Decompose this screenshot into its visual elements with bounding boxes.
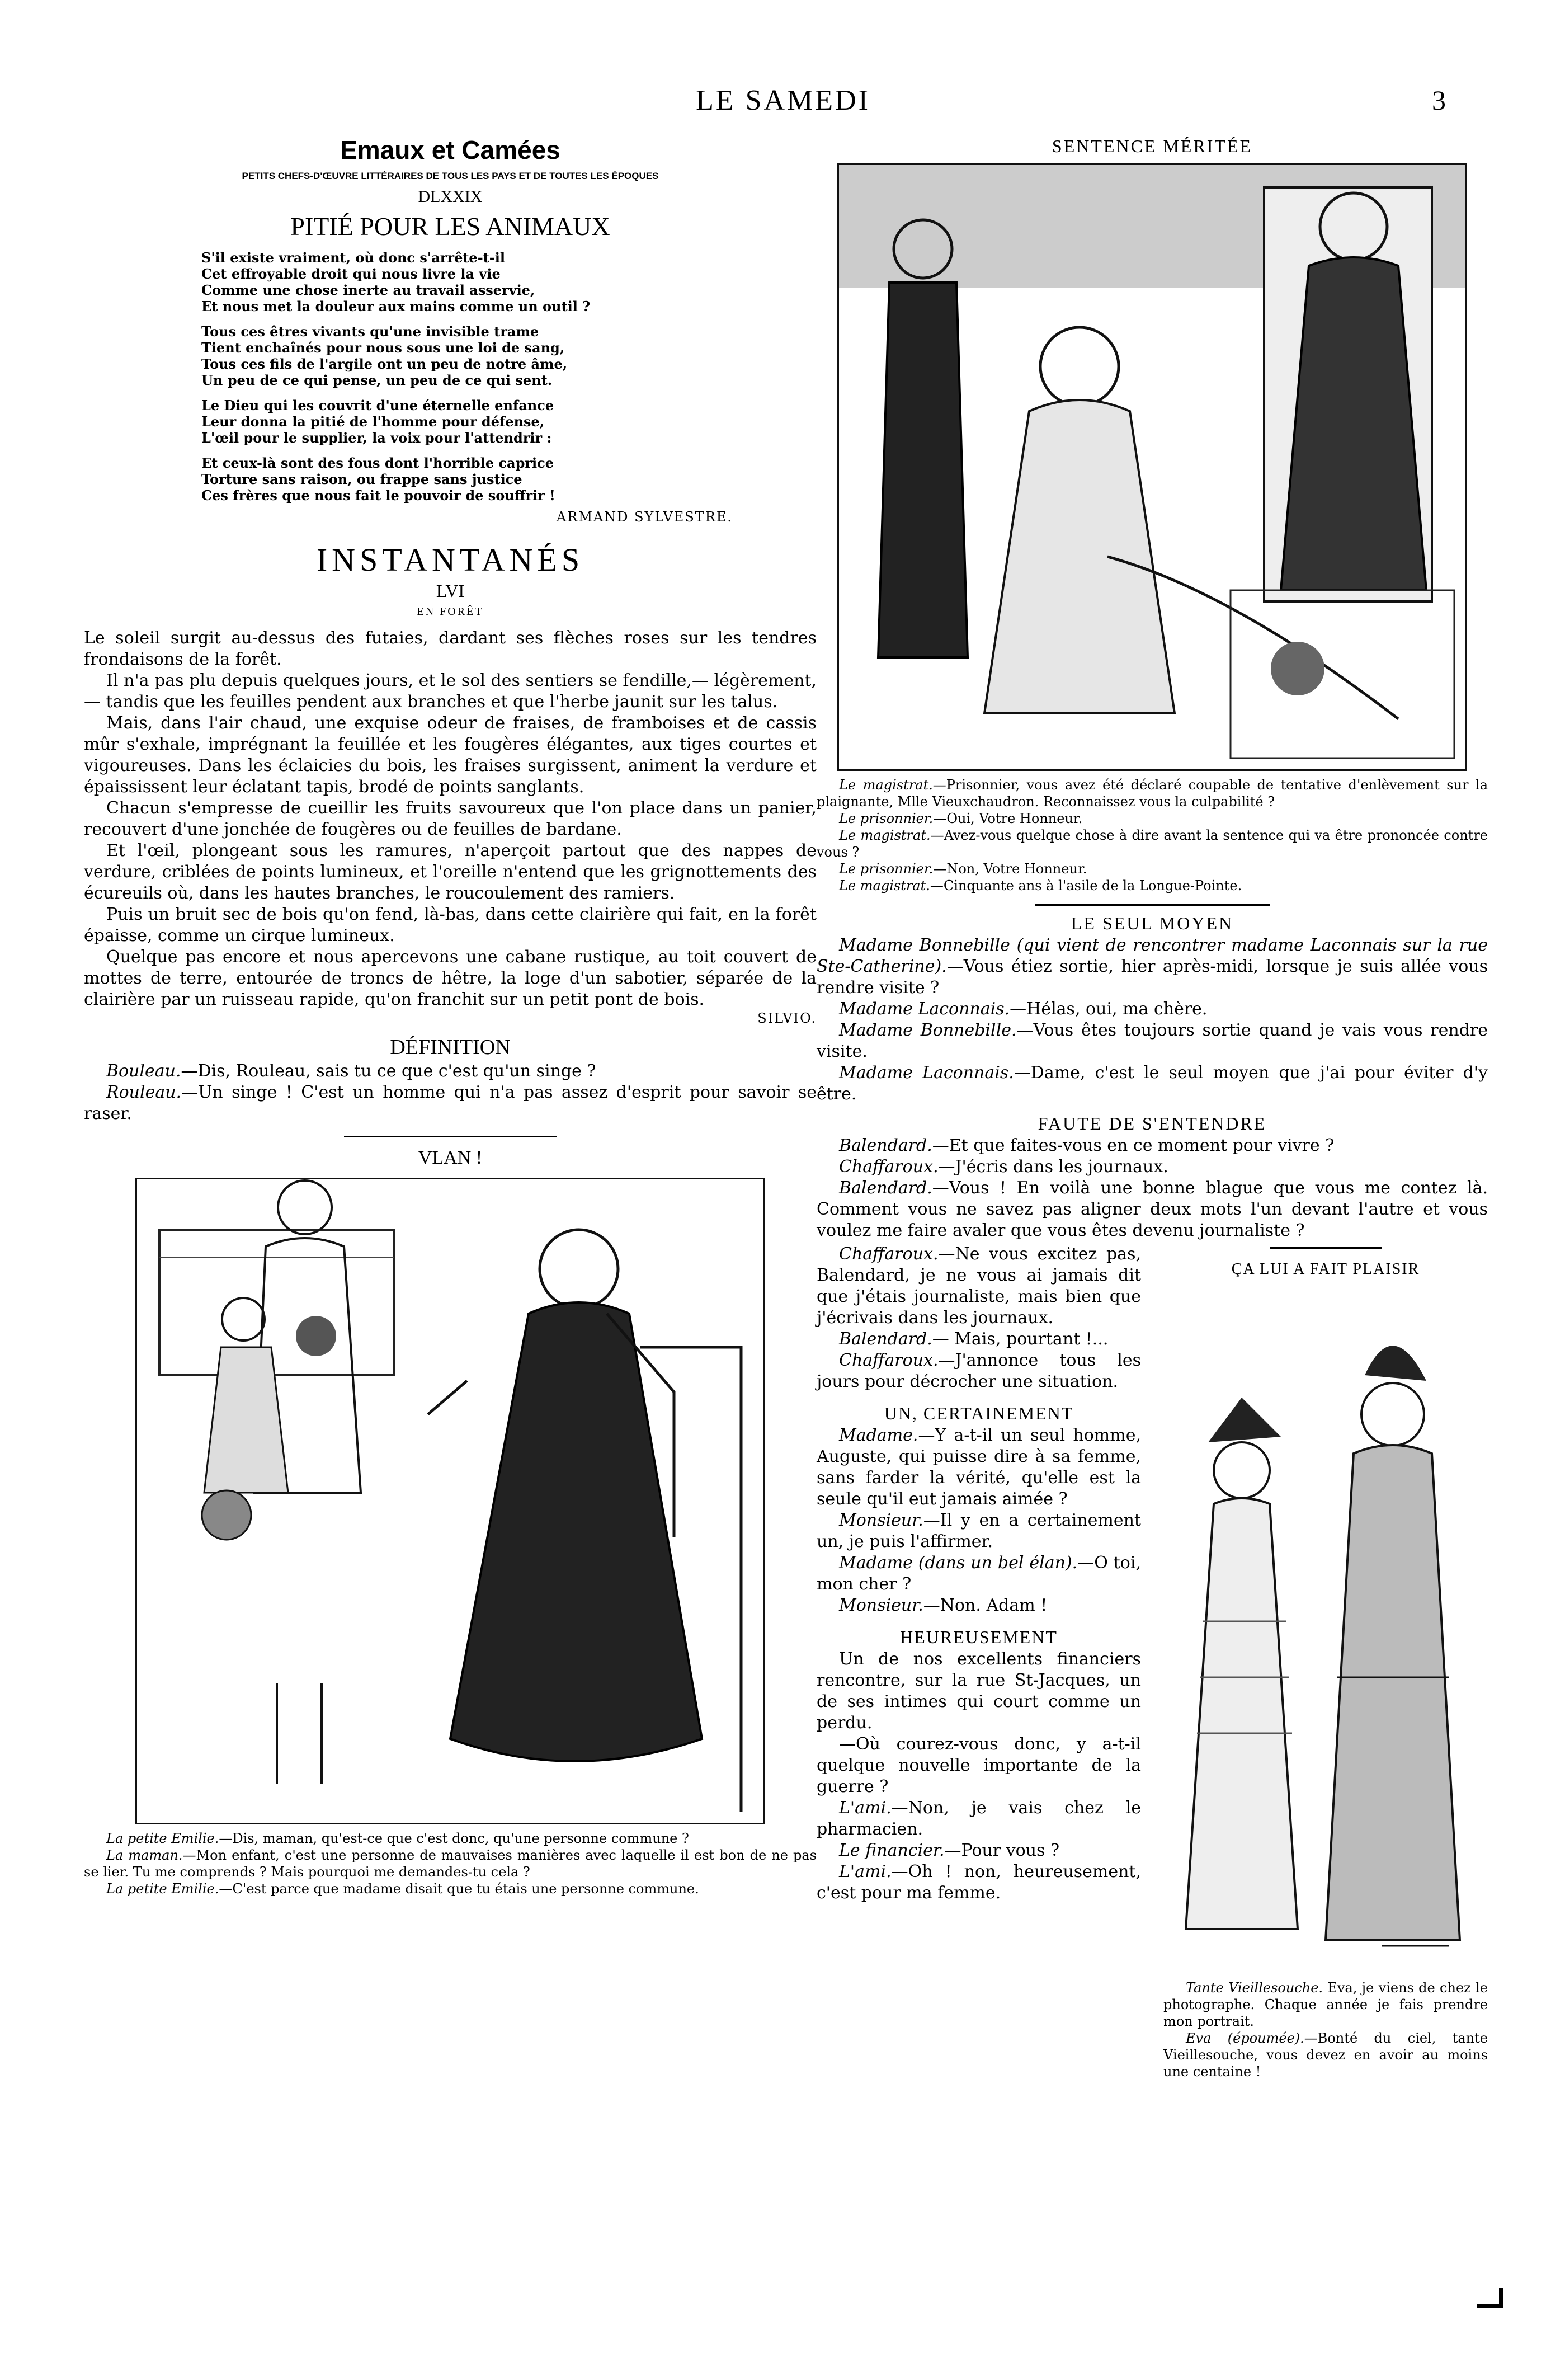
dialogue-line	[84, 1880, 817, 1897]
dialogue-line	[817, 877, 1488, 894]
speaker: Balendard.	[839, 1178, 932, 1198]
line-text: —Avez-vous quelque chose à dire avant la sentence qui va être prononcée contre vous ?	[817, 827, 1488, 860]
certainement-title: UN, CERTAINEMENT	[884, 1403, 1074, 1423]
page-header	[0, 73, 1565, 134]
vlan-section	[84, 1145, 817, 1897]
dialogue-line	[817, 1595, 1141, 1616]
poem-stanza	[201, 397, 733, 446]
plaisir-illustration	[1169, 1286, 1482, 1974]
poem-line: Torture sans raison, ou frappe sans justice	[201, 471, 522, 487]
line-text: —Vous êtes toujours sortie quand je vais vous rendre visite.	[817, 1020, 1488, 1061]
speaker: La maman.	[106, 1847, 183, 1863]
line-text: —Et que faites-vous en ce moment pour vivre ?	[932, 1136, 1335, 1155]
line-text: —Cinquante ans à l'asile de la Longue-Pointe.	[930, 878, 1242, 893]
line-text: —Oui, Votre Honneur.	[933, 811, 1083, 826]
line-text: —Mon enfant, c'est une personne de mauvaises manières avec laquelle il est bon de ne pas se lier. Tu me comprends ? Mais pourquoi me demandes-tu cela ?	[84, 1847, 817, 1880]
line-text: —O toi, mon cher ?	[817, 1553, 1141, 1594]
speaker: Madame Bonnebille.	[839, 1020, 1017, 1040]
dialogue-line	[84, 1082, 817, 1125]
dialogue-line	[817, 1840, 1141, 1861]
line-text: —Bonté du ciel, tante Vieillesouche, vous devez en avoir au moins une centaine !	[1163, 2030, 1488, 2080]
poem-stanza	[201, 323, 733, 388]
line-text: —Pour vous ?	[944, 1841, 1060, 1860]
speaker: La petite Emilie.	[106, 1831, 219, 1846]
dialogue-line	[817, 1553, 1141, 1595]
dialogue-line	[817, 1734, 1141, 1798]
instantanes-subtitle: EN FORÊT	[417, 605, 484, 618]
instantanes-body	[84, 628, 817, 1026]
instantanes-title: INSTANTANÉS	[316, 542, 584, 578]
poem-line: Tient enchaînés pour nous sous une loi de sang,	[201, 340, 565, 356]
divider	[1035, 904, 1270, 906]
paragraph: Chacun s'empresse de cueillir les fruits savoureux que l'on place dans un panier, recouvert d'une jonchée de fougères ou de feuilles de bardane.	[84, 798, 817, 839]
dialogue-line	[1163, 1979, 1488, 2030]
newspaper-title: LE SAMEDI	[696, 84, 870, 116]
emaux-subtitle: PETITS CHEFS-D'ŒUVRE LITTÉRAIRES DE TOUS LES PAYS ET DE TOUTES LES ÉPOQUES	[242, 171, 659, 181]
line-text: —Prisonnier, vous avez été déclaré coupable de tentative d'enlèvement sur la plaignante, Mlle Vieuxchaudron. Reconnaissez vous la culpabilité ?	[817, 777, 1488, 810]
sentence-caption	[817, 777, 1488, 894]
speaker: Le magistrat.	[839, 827, 931, 843]
dialogue-line	[817, 1861, 1141, 1904]
definition-section	[84, 1034, 817, 1125]
line-text: —Il y en a certainement un, je puis l'affirmer.	[817, 1511, 1141, 1551]
poem-line: Ces frères que nous fait le pouvoir de souffrir !	[201, 487, 555, 504]
dialogue-line	[817, 1156, 1488, 1178]
vlan-drawing	[137, 1179, 763, 1823]
dialogue-line	[817, 810, 1488, 827]
poem-line: Et ceux-là sont des fous dont l'horrible caprice	[201, 455, 554, 471]
divider	[1270, 1247, 1382, 1249]
poem-line: Tous ces fils de l'argile ont un peu de notre âme,	[201, 356, 568, 372]
poem-author: ARMAND SYLVESTRE.	[556, 509, 733, 525]
faute-title: FAUTE DE S'ENTENDRE	[1038, 1113, 1267, 1133]
line-text: —Non. Adam !	[923, 1596, 1048, 1615]
dialogue-line	[817, 777, 1488, 810]
poem-line: S'il existe vraiment, où donc s'arrête-t-il	[201, 250, 505, 266]
vlan-caption	[84, 1830, 817, 1897]
line-text: —Dis, maman, qu'est-ce que c'est donc, qu'une personne commune ?	[219, 1831, 689, 1846]
line-text: —Un singe ! C'est un homme qui n'a pas assez d'esprit pour savoir se raser.	[84, 1083, 817, 1123]
emaux-number: DLXXIX	[418, 187, 483, 206]
speaker: Bouleau.	[106, 1061, 181, 1081]
certainement-section	[817, 1401, 1141, 1616]
line-text: —Ne vous excitez pas, Balendard, je ne vous ai jamais dit que j'étais journaliste, mais bien que j'écrivais dans les journaux.	[817, 1244, 1141, 1328]
speaker: Rouleau.	[106, 1083, 182, 1102]
speaker: Chaffaroux.	[839, 1351, 939, 1370]
poem-stanza	[201, 455, 733, 504]
speaker: Madame Bonnebille (qui vient de rencontrer madame Laconnais sur la rue Ste-Catherine).	[817, 935, 1488, 976]
paragraph: Puis un bruit sec de bois qu'on fend, là-bas, dans cette clairière qui fait, en la forêt épaisse, comme un cirque lumineux.	[84, 905, 817, 946]
vlan-title: VLAN !	[418, 1147, 483, 1168]
line-text: —J'écris dans les journaux.	[938, 1157, 1168, 1177]
speaker: Eva (époumée).	[1186, 2030, 1304, 2046]
faute-section	[817, 1112, 1488, 2080]
speaker: Le magistrat.	[839, 878, 930, 893]
sentence-illustration	[837, 163, 1467, 771]
dialogue-line	[84, 1830, 817, 1847]
dialogue-line	[84, 1061, 817, 1082]
seul-moyen-title: LE SEUL MOYEN	[1071, 913, 1234, 933]
dialogue-line	[817, 1425, 1141, 1510]
faute-split	[817, 1244, 1488, 2080]
speaker: Chaffaroux.	[839, 1157, 939, 1177]
paragraph: Un de nos excellents financiers rencontre, sur la rue St-Jacques, un de ses intimes qui court comme un perdu.	[817, 1649, 1141, 1733]
emaux-title: Emaux et Camées	[340, 135, 560, 164]
dialogue-line	[1163, 2030, 1488, 2080]
poem-title: PITIÉ POUR LES ANIMAUX	[290, 212, 610, 241]
divider	[344, 1136, 557, 1137]
line-text: —Dis, Rouleau, sais tu ce que c'est qu'un singe ?	[181, 1061, 596, 1081]
dialogue-line	[817, 1244, 1141, 1329]
poem-line: Le Dieu qui les couvrit d'une éternelle enfance	[201, 397, 554, 413]
poem-line: Et nous met la douleur aux mains comme un outil ?	[201, 298, 591, 314]
sentence-section	[817, 134, 1488, 894]
heureusement-title: HEUREUSEMENT	[900, 1627, 1058, 1647]
poem-body	[201, 250, 733, 525]
line-text: Eva, je viens de chez le photographe. Chaque année je fais prendre mon portrait.	[1163, 1980, 1488, 2029]
line-text: —C'est parce que madame disait que tu étais une personne commune.	[219, 1881, 699, 1897]
plaisir-caption	[1163, 1979, 1488, 2080]
speaker: L'ami.	[839, 1862, 892, 1882]
dialogue-line	[817, 1135, 1488, 1156]
paragraph: Il n'a pas plu depuis quelques jours, et le sol des sentiers se fendille,— légèrement, — tandis que les feuilles pendent aux branches et que l'herbe jaunit sur les talus.	[84, 671, 817, 712]
sentence-title: SENTENCE MÉRITÉE	[1052, 136, 1253, 156]
instantanes-section	[84, 542, 817, 1026]
poem-line: Cet effroyable droit qui nous livre la vie	[201, 266, 501, 282]
dialogue-line	[817, 1350, 1141, 1393]
dialogue-line	[817, 1798, 1141, 1840]
page-number: 3	[1432, 84, 1446, 116]
dialogue-line	[817, 999, 1488, 1020]
paragraph: Mais, dans l'air chaud, une exquise odeur de fraises, de framboises et de cassis mûr s'exhale, imprégnant la feuillée et les fougères élégantes, aux tiges courtes et vigoureuses. Dans les éclaicies du bois, les fraises surgissent, animent la verdure et épaississent leur éclatant tapis, brodé de points sanglants.	[84, 713, 817, 797]
speaker: Madame Laconnais.	[839, 1063, 1014, 1083]
speaker: Tante Vieillesouche.	[1186, 1980, 1323, 1996]
paragraph: Le soleil surgit au-dessus des futaies, dardant ses flèches roses sur les tendres frondaisons de la forêt.	[84, 628, 817, 669]
dialogue-line	[817, 935, 1488, 999]
line-text: —Y a-t-il un seul homme, Auguste, qui puisse dire à sa femme, sans farder la vérité, qu'elle est la seule qu'il eut jamais aimée ?	[817, 1426, 1141, 1509]
speaker: Madame.	[839, 1426, 918, 1445]
line-text: —Non, Votre Honneur.	[933, 861, 1087, 877]
line-text: — Mais, pourtant !...	[932, 1329, 1109, 1349]
line-text: —Vous étiez sortie, hier après-midi, lorsque je suis allée vous rendre visite ?	[817, 957, 1488, 998]
paragraph: Quelque pas encore et nous apercevons une cabane rustique, au toit couvert de mottes de terre, entourée de troncs de hêtre, la loge d'un sabotier, séparée de la clairière par un ruisseau rapide, qu'on franchit sur un petit pont de bois.	[84, 947, 817, 1009]
paragraph: Et l'œil, plongeant sous les ramures, n'aperçoit partout que des nappes de verdure, criblées de points lumineux, et l'oreille n'entend que les grignottements des écureuils où, dans les hautes branches, le roucoulement des ramiers.	[84, 841, 817, 903]
line-text: —Où courez-vous donc, y a-t-il quelque nouvelle importante de la guerre ?	[817, 1734, 1141, 1796]
dialogue-line	[817, 1329, 1141, 1350]
poem-line: Un peu de ce qui pense, un peu de ce qui sent.	[201, 372, 553, 388]
right-column	[817, 134, 1488, 2080]
speaker: Balendard.	[839, 1329, 932, 1349]
speaker: Balendard.	[839, 1136, 932, 1155]
speaker: Le prisonnier.	[839, 811, 934, 826]
speaker: Chaffaroux.	[839, 1244, 939, 1264]
speaker: La petite Emilie.	[106, 1881, 219, 1897]
poem-line: Comme une chose inerte au travail asservie,	[201, 282, 535, 298]
speaker: Le prisonnier.	[839, 861, 934, 877]
speaker: L'ami.	[839, 1798, 892, 1818]
line-text: —J'annonce tous les jours pour décrocher une situation.	[817, 1351, 1141, 1391]
speaker: Monsieur.	[839, 1596, 923, 1615]
instantanes-number: LVI	[436, 581, 465, 601]
line-text: —Hélas, oui, ma chère.	[1010, 999, 1208, 1019]
poem-line: Leur donna la pitié de l'homme pour défense,	[201, 413, 545, 430]
poem-line: Tous ces êtres vivants qu'une invisible trame	[201, 323, 539, 340]
dialogue-line	[817, 860, 1488, 877]
dialogue-line	[817, 1062, 1488, 1105]
faute-text-column	[817, 1244, 1141, 2080]
instantanes-author: SILVIO.	[757, 1010, 817, 1026]
vlan-illustration	[135, 1178, 765, 1824]
dialogue-line	[817, 1510, 1141, 1553]
line-text: —Non, je vais chez le pharmacien.	[817, 1798, 1141, 1839]
seul-moyen-section	[817, 911, 1488, 1105]
sentence-drawing	[839, 165, 1465, 769]
speaker: Monsieur.	[839, 1511, 923, 1530]
dialogue-line	[817, 1020, 1488, 1062]
line-text: —Dame, c'est le seul moyen que j'ai pour éviter d'y être.	[817, 1063, 1488, 1104]
left-column	[84, 134, 817, 1897]
dialogue-line	[817, 1178, 1488, 1241]
corner-mark	[1477, 2288, 1503, 2308]
plaisir-title: ÇA LUI A FAIT PLAISIR	[1231, 1260, 1420, 1278]
poem-stanza	[201, 250, 733, 314]
dialogue-line	[817, 827, 1488, 860]
line-text: —Oh ! non, heureusement, c'est pour ma femme.	[817, 1862, 1141, 1903]
dialogue-line	[84, 1847, 817, 1880]
heureusement-section	[817, 1625, 1141, 1904]
emaux-section	[84, 134, 817, 525]
speaker: Le magistrat.	[839, 777, 933, 793]
poem-line: L'œil pour le supplier, la voix pour l'attendrir :	[201, 430, 552, 446]
line-text: —Vous ! En voilà une bonne blague que vous me contez là. Comment vous ne savez pas aligner deux mots l'un devant l'autre et vous voulez me faire avaler que vous êtes devenu journaliste ?	[817, 1178, 1488, 1240]
speaker: Madame (dans un bel élan).	[839, 1553, 1078, 1573]
definition-title: DÉFINITION	[390, 1036, 511, 1059]
speaker: Le financier.	[839, 1841, 945, 1860]
speaker: Madame Laconnais.	[839, 999, 1010, 1019]
plaisir-section	[1163, 1244, 1488, 2080]
plaisir-drawing	[1169, 1286, 1482, 1974]
